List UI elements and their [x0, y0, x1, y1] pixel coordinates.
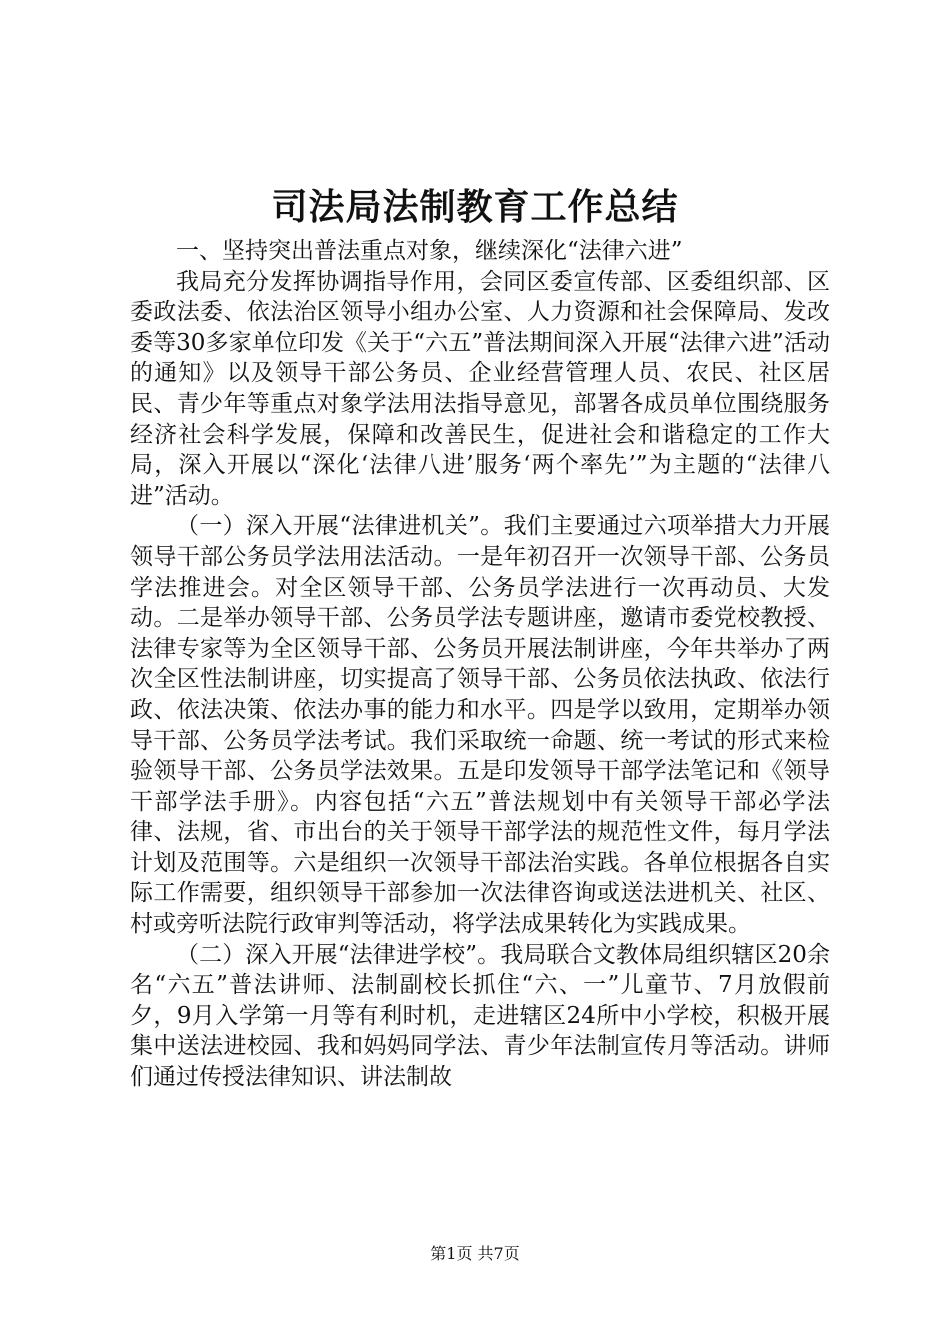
paragraph-intro: 我局充分发挥协调指导作用，会同区委宣传部、区委组织部、区委政法委、依法治区领导小组办公室、人力资源和社会保障局、发改委等30多家单位印发《关于“六五”普法期间深入开展“法律六进”活动的通知》以及领导干部公务员、企业经营管理人员、农民、社区居民、青少年等重点对象学法用法指导意见，部署各成员单位围绕服务经济社会科学发展，保障和改善民生，促进社会和谐稳定的工作大局，深入开展以“深化‘法律八进’服务‘两个率先’”为主题的“法律八进”活动。 [130, 268, 830, 509]
page-footer: 第1页 共7页 [430, 1244, 520, 1263]
paragraph-law-into-agencies: （一）深入开展“法律进机关”。我们主要通过六项举措大力开展领导干部公务员学法用法活动。一是年初召开一次领导干部、公务员学法推进会。对全区领导干部、公务员学法进行一次再动员、大发动。二是举办领导干部、公务员学法专题讲座，邀请市委党校教授、法律专家等为全区领导干部、公务员开展法制讲座，今年共举办了两次全区性法制讲座，切实提高了领导干部、公务员依法执政、依法行政、依法决策、依法办事的能力和水平。四是学以致用，定期举办领导干部、公务员学法考试。我们采取统一命题、统一考试的形式来检验领导干部、公务员学法效果。五是印发领导干部学法笔记和《领导干部学法手册》。内容包括“六五”普法规划中有关领导干部必学法律、法规，省、市出台的关于领导干部学法的规范性文件，每月学法计划及范围等。六是组织一次领导干部法治实践。各单位根据各自实际工作需要，组织领导干部参加一次法律咨询或送法进机关、社区、村或旁听法院行政审判等活动，将学法成果转化为实践成果。 [130, 513, 830, 938]
section-heading: 一、坚持突出普法重点对象，继续深化“法律六进” [176, 238, 683, 264]
document-title: 司法局法制教育工作总结 [271, 187, 679, 228]
paragraph-law-into-schools: （二）深入开展“法律进学校”。我局联合文教体局组织辖区20余名“六五”普法讲师、法制副校长抓住“六、一”儿童节、7月放假前夕，9月入学第一月等有利时机，走进辖区24所中小学校，积极开展集中送法进校园、我和妈妈同学法、青少年法制宣传月等活动。讲师们通过传授法律知识、讲法制故 [130, 941, 830, 1091]
document-body [130, 236, 830, 1093]
